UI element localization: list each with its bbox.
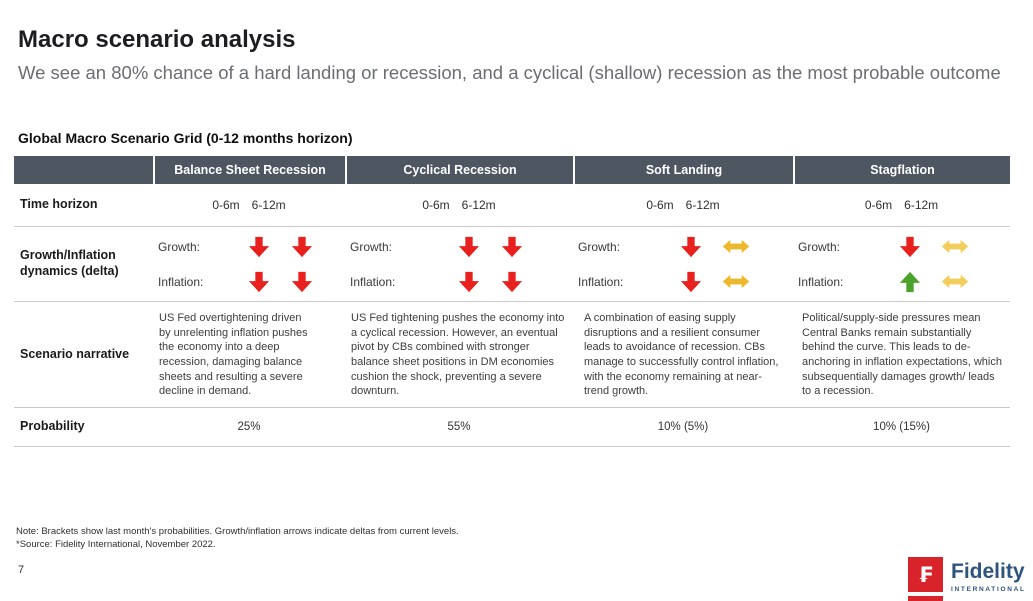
narrative-cell: A combination of easing supply disruptions and a resilient consumer leads to avoidance of recession. CBs manage to successfully control inflation, with the economy remaining at near-trend growth. <box>584 312 779 398</box>
down-arrow-icon <box>897 236 923 258</box>
growth-arrows <box>216 236 345 258</box>
fidelity-brand-name: Fidelity <box>951 560 1025 583</box>
down-arrow-icon <box>499 271 525 293</box>
header-cell-cyclical-recession: Cyclical Recession <box>345 156 573 184</box>
lr-arrow-icon <box>940 273 970 290</box>
down-arrow-icon <box>246 271 272 293</box>
fidelity-brand-subtext: INTERNATIONAL <box>951 586 1026 593</box>
up-arrow-icon <box>897 271 923 293</box>
row-label-time-horizon: Time horizon <box>20 197 98 212</box>
header-cell-empty <box>14 156 153 184</box>
dynamics-cell <box>153 227 345 301</box>
header-cell-soft-landing: Soft Landing <box>573 156 793 184</box>
fidelity-logo-partial-square <box>908 596 943 601</box>
inflation-arrows <box>636 271 793 293</box>
inflation-arrows <box>856 271 1010 293</box>
lr-arrow-icon <box>721 273 751 290</box>
probability-value: 55% <box>447 420 471 433</box>
dynamics-cell <box>573 227 793 301</box>
probability-value: 10% (5%) <box>657 420 709 433</box>
time-horizon-value: 6-12m <box>251 198 286 212</box>
growth-label: Growth: <box>798 239 841 254</box>
footnotes <box>16 526 459 551</box>
growth-label: Growth: <box>350 239 393 254</box>
inflation-line <box>153 269 345 295</box>
page-title: Macro scenario analysis <box>18 26 296 53</box>
growth-line <box>573 234 793 260</box>
probability-value: 10% (15%) <box>873 420 930 433</box>
inflation-label: Inflation: <box>798 274 844 289</box>
time-horizon-cell <box>793 184 1010 226</box>
down-arrow-icon <box>289 236 315 258</box>
inflation-line <box>345 269 573 295</box>
row-label-narrative: Scenario narrative <box>20 346 130 361</box>
inflation-label: Inflation: <box>578 274 624 289</box>
inflation-arrows <box>216 271 345 293</box>
growth-arrows <box>636 236 793 258</box>
time-horizon-value: 6-12m <box>685 198 720 212</box>
row-label-dynamics: Growth/Inflation dynamics (delta) <box>20 248 119 278</box>
down-arrow-icon <box>289 271 315 293</box>
down-arrow-icon <box>246 236 272 258</box>
inflation-line <box>793 269 1010 295</box>
footnote-line: Note: Brackets show last month's probabilities. Growth/inflation arrows indicate deltas from current levels. <box>16 526 459 537</box>
inflation-label: Inflation: <box>158 274 204 289</box>
down-arrow-icon <box>499 236 525 258</box>
inflation-line <box>573 269 793 295</box>
fidelity-logo-text <box>951 557 1026 593</box>
narrative-cell: US Fed tightening pushes the economy into a cyclical recession. However, an eventual pivot by CBs combined with stronger balance sheet positions in DM economies cushion the shock, preventing a severe downturn. <box>351 312 565 398</box>
growth-line <box>345 234 573 260</box>
down-arrow-icon <box>678 271 704 293</box>
down-arrow-icon <box>456 271 482 293</box>
header-cell-stagflation: Stagflation <box>793 156 1010 184</box>
time-horizon-value: 0-6m <box>864 198 893 212</box>
narrative-cell: US Fed overtightening driven by unrelenting inflation pushes the economy into a deep recession, damaging balance sheets and resulting a severe decline in demand. <box>159 312 308 398</box>
time-horizon-value: 0-6m <box>212 198 240 212</box>
scenario-grid <box>14 156 1010 447</box>
growth-line <box>153 234 345 260</box>
down-arrow-icon <box>678 236 704 258</box>
time-horizon-value: 0-6m <box>646 198 674 212</box>
fidelity-logo <box>908 557 1026 593</box>
growth-arrows <box>408 236 573 258</box>
header-cell-balance-sheet-recession: Balance Sheet Recession <box>153 156 345 184</box>
footnote-line: *Source: Fidelity International, November 2022. <box>16 538 216 550</box>
lr-arrow-icon <box>940 238 970 255</box>
fidelity-logo-square <box>908 557 943 592</box>
dynamics-cell <box>793 227 1010 301</box>
lr-arrow-icon <box>721 238 751 255</box>
time-horizon-value: 6-12m <box>904 198 939 212</box>
growth-label: Growth: <box>578 239 621 254</box>
probability-value: 25% <box>237 420 261 433</box>
growth-line <box>793 234 1010 260</box>
time-horizon-cell <box>153 184 345 226</box>
inflation-arrows <box>408 271 573 293</box>
table-header-row <box>14 156 1010 184</box>
time-horizon-cell <box>345 184 573 226</box>
fidelity-f-icon: ₣ <box>918 562 933 587</box>
table-title: Global Macro Scenario Grid (0-12 months horizon) <box>18 130 353 146</box>
slide-subtitle: We see an 80% chance of a hard landing or recession, and a cyclical (shallow) recession as the most probable outcome <box>18 62 1001 83</box>
narrative-cell: Political/supply-side pressures mean Central Banks remain substantially behind the curve. This leads to de-anchoring in inflation expectations, which subsequentially damages growth/ leads to a recession. <box>802 312 1002 398</box>
time-horizon-cell <box>573 184 793 226</box>
table-row-narrative <box>14 302 1010 408</box>
time-horizon-value: 0-6m <box>422 198 450 212</box>
inflation-label: Inflation: <box>350 274 396 289</box>
table-row-time-horizon <box>14 184 1010 227</box>
dynamics-cell <box>345 227 573 301</box>
growth-arrows <box>856 236 1010 258</box>
growth-label: Growth: <box>158 239 201 254</box>
row-label-probability: Probability <box>20 418 85 433</box>
time-horizon-value: 6-12m <box>461 198 496 212</box>
table-row-probability <box>14 408 1010 447</box>
down-arrow-icon <box>456 236 482 258</box>
table-row-dynamics <box>14 227 1010 302</box>
page-number: 7 <box>18 564 25 576</box>
